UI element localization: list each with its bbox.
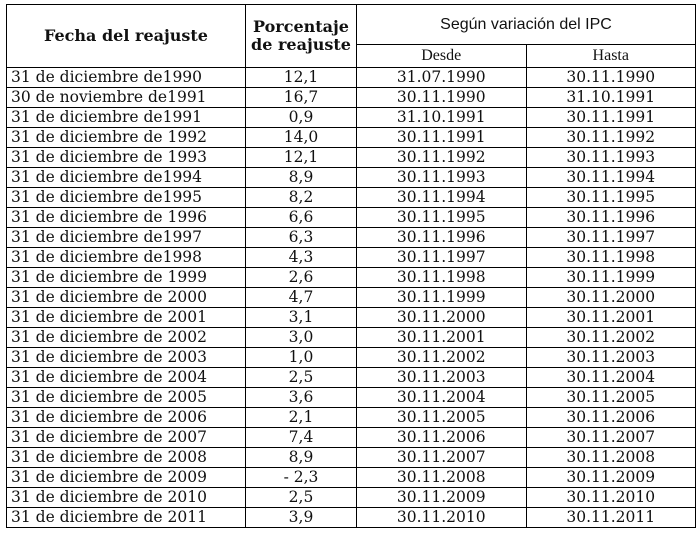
table-row: [7, 288, 696, 308]
cell-desde: 30.11.1992: [357, 148, 527, 168]
cell-hasta: 30.11.1992: [526, 128, 696, 148]
table-body: [7, 68, 696, 528]
cell-fecha: 31 de diciembre de 2008: [7, 448, 246, 468]
cell-hasta: 30.11.1995: [526, 188, 696, 208]
cell-porcentaje: 14,0: [246, 128, 357, 148]
cell-hasta: 30.11.1999: [526, 268, 696, 288]
cell-desde: 30.11.2001: [357, 328, 527, 348]
cell-desde: 30.11.1996: [357, 228, 527, 248]
cell-desde: 30.11.1998: [357, 268, 527, 288]
cell-porcentaje: 3,6: [246, 388, 357, 408]
header-desde: Desde: [357, 45, 527, 68]
cell-desde: 30.11.2000: [357, 308, 527, 328]
cell-fecha: 31 de diciembre de1997: [7, 228, 246, 248]
cell-hasta: 30.11.1998: [526, 248, 696, 268]
cell-hasta: 30.11.2001: [526, 308, 696, 328]
cell-hasta: 30.11.1994: [526, 168, 696, 188]
cell-hasta: 30.11.2005: [526, 388, 696, 408]
cell-hasta: 30.11.1997: [526, 228, 696, 248]
cell-hasta: 30.11.2002: [526, 328, 696, 348]
cell-porcentaje: 8,9: [246, 168, 357, 188]
cell-porcentaje: 0,9: [246, 108, 357, 128]
cell-fecha: 31 de diciembre de 2000: [7, 288, 246, 308]
cell-desde: 30.11.2009: [357, 488, 527, 508]
cell-porcentaje: 4,7: [246, 288, 357, 308]
cell-hasta: 30.11.1991: [526, 108, 696, 128]
cell-porcentaje: 12,1: [246, 148, 357, 168]
table-row: [7, 328, 696, 348]
table-row: [7, 348, 696, 368]
cell-porcentaje: 2,1: [246, 408, 357, 428]
cell-porcentaje: 6,6: [246, 208, 357, 228]
reajuste-table: [6, 4, 696, 528]
cell-porcentaje: 6,3: [246, 228, 357, 248]
cell-desde: 30.11.1997: [357, 248, 527, 268]
cell-porcentaje: 1,0: [246, 348, 357, 368]
cell-porcentaje: 8,2: [246, 188, 357, 208]
table-row: [7, 148, 696, 168]
cell-porcentaje: 3,0: [246, 328, 357, 348]
table-row: [7, 248, 696, 268]
cell-hasta: 30.11.1990: [526, 68, 696, 88]
table-row: [7, 408, 696, 428]
cell-fecha: 31 de diciembre de 1993: [7, 148, 246, 168]
table-row: [7, 428, 696, 448]
cell-porcentaje: 2,6: [246, 268, 357, 288]
cell-hasta: 30.11.2003: [526, 348, 696, 368]
cell-hasta: 30.11.1996: [526, 208, 696, 228]
cell-fecha: 31 de diciembre de1991: [7, 108, 246, 128]
cell-porcentaje: 8,9: [246, 448, 357, 468]
cell-desde: 31.10.1991: [357, 108, 527, 128]
cell-hasta: 30.11.2011: [526, 508, 696, 528]
cell-hasta: 31.10.1991: [526, 88, 696, 108]
cell-fecha: 31 de diciembre de1990: [7, 68, 246, 88]
cell-hasta: 30.11.2008: [526, 448, 696, 468]
cell-hasta: 30.11.2004: [526, 368, 696, 388]
table-row: [7, 228, 696, 248]
cell-fecha: 31 de diciembre de 1992: [7, 128, 246, 148]
cell-fecha: 31 de diciembre de1995: [7, 188, 246, 208]
cell-desde: 30.11.1990: [357, 88, 527, 108]
cell-desde: 30.11.2010: [357, 508, 527, 528]
cell-fecha: 31 de diciembre de 2010: [7, 488, 246, 508]
cell-fecha: 31 de diciembre de 2001: [7, 308, 246, 328]
table-row: [7, 388, 696, 408]
document-page: [6, 4, 696, 528]
cell-porcentaje: 12,1: [246, 68, 357, 88]
cell-porcentaje: - 2,3: [246, 468, 357, 488]
cell-fecha: 31 de diciembre de 2011: [7, 508, 246, 528]
cell-fecha: 31 de diciembre de 2005: [7, 388, 246, 408]
cell-desde: 30.11.1993: [357, 168, 527, 188]
cell-desde: 30.11.1991: [357, 128, 527, 148]
cell-hasta: 30.11.2010: [526, 488, 696, 508]
cell-desde: 30.11.2005: [357, 408, 527, 428]
table-row: [7, 508, 696, 528]
cell-desde: 30.11.1995: [357, 208, 527, 228]
table-row: [7, 108, 696, 128]
table-row: [7, 188, 696, 208]
cell-fecha: 30 de noviembre de1991: [7, 88, 246, 108]
cell-desde: 30.11.2006: [357, 428, 527, 448]
cell-porcentaje: 16,7: [246, 88, 357, 108]
cell-desde: 30.11.1994: [357, 188, 527, 208]
table-row: [7, 268, 696, 288]
cell-fecha: 31 de diciembre de 2006: [7, 408, 246, 428]
header-ipc-group: Según variación del IPC: [357, 5, 696, 45]
table-row: [7, 68, 696, 88]
cell-fecha: 31 de diciembre de 1999: [7, 268, 246, 288]
table-row: [7, 368, 696, 388]
cell-porcentaje: 7,4: [246, 428, 357, 448]
cell-desde: 30.11.2008: [357, 468, 527, 488]
cell-fecha: 31 de diciembre de 2003: [7, 348, 246, 368]
cell-fecha: 31 de diciembre de 2002: [7, 328, 246, 348]
cell-desde: 30.11.1999: [357, 288, 527, 308]
table-row: [7, 88, 696, 108]
cell-desde: 30.11.2002: [357, 348, 527, 368]
cell-hasta: 30.11.2000: [526, 288, 696, 308]
cell-fecha: 31 de diciembre de1994: [7, 168, 246, 188]
cell-porcentaje: 2,5: [246, 368, 357, 388]
table-row: [7, 308, 696, 328]
table-row: [7, 448, 696, 468]
cell-porcentaje: 3,9: [246, 508, 357, 528]
header-hasta: Hasta: [526, 45, 696, 68]
cell-fecha: 31 de diciembre de 2007: [7, 428, 246, 448]
cell-desde: 30.11.2004: [357, 388, 527, 408]
table-row: [7, 168, 696, 188]
cell-desde: 30.11.2003: [357, 368, 527, 388]
cell-porcentaje: 4,3: [246, 248, 357, 268]
table-row: [7, 488, 696, 508]
cell-hasta: 30.11.2007: [526, 428, 696, 448]
table-row: [7, 128, 696, 148]
cell-porcentaje: 2,5: [246, 488, 357, 508]
cell-hasta: 30.11.2009: [526, 468, 696, 488]
header-fecha: Fecha del reajuste: [7, 5, 246, 68]
cell-fecha: 31 de diciembre de 1996: [7, 208, 246, 228]
header-porcentaje: Porcentaje de reajuste: [246, 5, 357, 68]
table-row: [7, 468, 696, 488]
cell-fecha: 31 de diciembre de 2004: [7, 368, 246, 388]
cell-hasta: 30.11.1993: [526, 148, 696, 168]
cell-hasta: 30.11.2006: [526, 408, 696, 428]
cell-desde: 31.07.1990: [357, 68, 527, 88]
cell-fecha: 31 de diciembre de1998: [7, 248, 246, 268]
header-row: [7, 5, 696, 45]
cell-porcentaje: 3,1: [246, 308, 357, 328]
cell-desde: 30.11.2007: [357, 448, 527, 468]
cell-fecha: 31 de diciembre de 2009: [7, 468, 246, 488]
table-row: [7, 208, 696, 228]
